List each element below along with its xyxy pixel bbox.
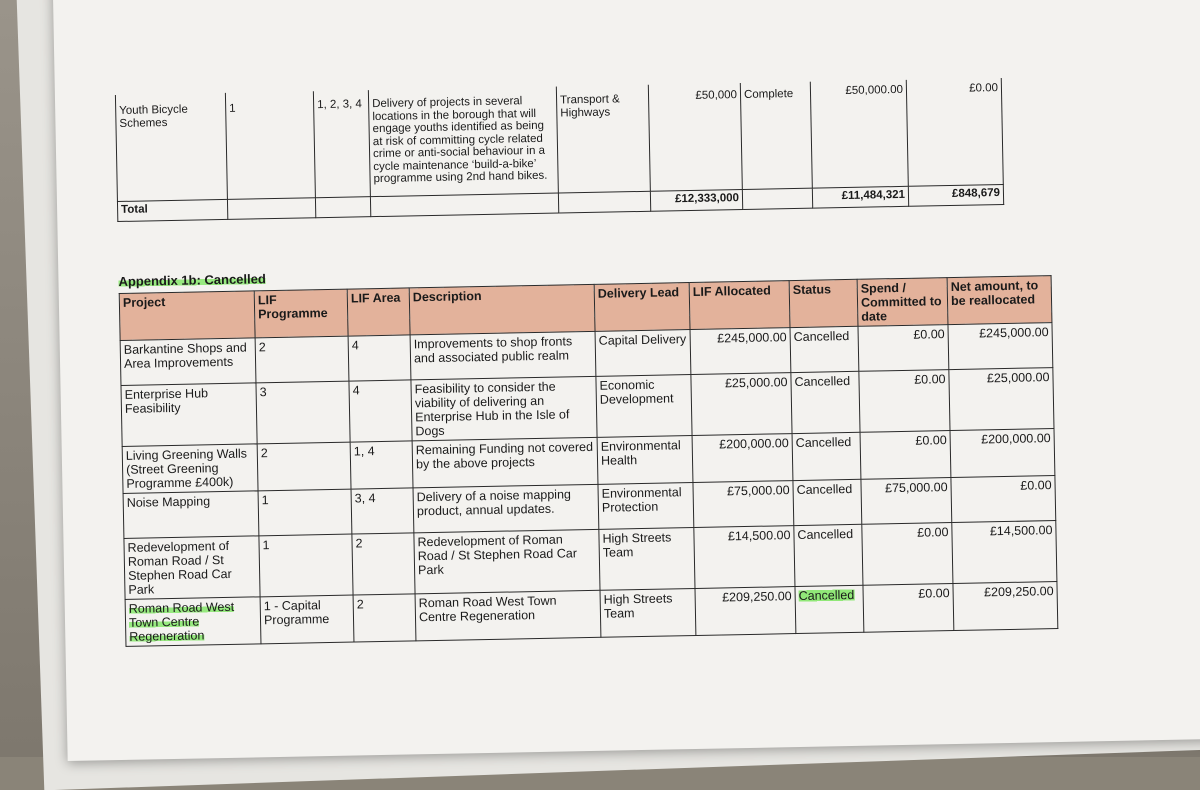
header-spend: Spend / Committed to date [857, 277, 948, 326]
programme-cell: 3 [256, 381, 350, 444]
document-content [115, 76, 1125, 647]
spend-cell: £0.00 [859, 369, 950, 432]
status-cell: Cancelled [794, 524, 863, 586]
spend-cell: £0.00 [862, 522, 953, 585]
net-cell: £200,000.00 [950, 428, 1055, 477]
lead-cell: Environmental Health [597, 435, 693, 484]
total-label: Total [117, 199, 227, 221]
area-cell: 4 [348, 334, 411, 380]
programme-cell: 1 [259, 534, 353, 597]
spend-cell: £75,000.00 [861, 477, 952, 524]
empty-cell [742, 188, 812, 209]
document-page [53, 0, 1200, 761]
empty-cell [227, 197, 315, 219]
project-cell: Barkantine Shops and Area Improvements [120, 337, 256, 385]
spend-cell: £0.00 [860, 430, 951, 479]
description-cell: Delivery of a noise mapping product, annual updates. [413, 484, 599, 533]
allocated-cell: £50,000 [648, 83, 742, 191]
total-spend: £11,484,321 [812, 186, 908, 208]
net-cell: £245,000.00 [948, 322, 1053, 369]
project-cell: Redevelopment of Roman Road / St Stephen Road Car Park [124, 535, 260, 599]
programme-cell: 1 [225, 91, 315, 199]
description-cell: Improvements to shop fronts and associated public realm [410, 331, 596, 380]
header-net: Net amount, to be reallocated [947, 275, 1052, 324]
lead-cell: Economic Development [596, 374, 692, 437]
spend-cell: £0.00 [858, 324, 949, 371]
description-cell: Redevelopment of Roman Road / St Stephen Road Car Park [414, 529, 600, 594]
net-cell: £0.00 [906, 78, 1003, 186]
total-allocated: £12,333,000 [650, 189, 742, 211]
description-cell: Roman Road West Town Centre Regeneration [415, 590, 601, 641]
allocated-cell: £14,500.00 [694, 525, 795, 588]
empty-cell [370, 193, 558, 217]
header-programme: LIF Programme [254, 289, 348, 338]
area-cell: 1, 4 [350, 440, 413, 488]
table-row [115, 78, 1003, 201]
allocated-cell: £245,000.00 [690, 327, 791, 374]
project-cell: Enterprise Hub Feasibility [121, 382, 257, 446]
status-cell: Complete [740, 82, 812, 189]
header-area: LIF Area [347, 287, 410, 335]
allocated-cell: £25,000.00 [691, 372, 792, 435]
lead-cell: High Streets Team [599, 527, 695, 590]
net-cell: £25,000.00 [949, 367, 1054, 430]
description-cell: Remaining Funding not covered by the above projects [412, 437, 598, 488]
description-cell: Feasibility to consider the viability of delivering an Enterprise Hub in the Isle of Dogs [411, 376, 597, 441]
area-cell: 3, 4 [351, 487, 414, 533]
status-cell: Cancelled [790, 326, 859, 372]
net-cell: £0.00 [951, 475, 1056, 522]
highlighted-project: Roman Road West Town Centre Regeneration [128, 599, 235, 644]
header-description: Description [409, 284, 595, 335]
area-cell: 2 [353, 593, 416, 641]
spend-cell: £50,000.00 [810, 80, 908, 188]
empty-cell [558, 191, 650, 213]
area-cell: 2 [352, 532, 415, 594]
project-cell: Noise Mapping [123, 490, 259, 538]
lead-cell: Capital Delivery [595, 329, 691, 376]
allocated-cell: £209,250.00 [695, 586, 796, 635]
net-cell: £209,250.00 [953, 581, 1058, 630]
lead-cell: Environmental Protection [598, 482, 694, 529]
lead-cell: Transport & Highways [556, 85, 650, 193]
projects-table-continued [115, 78, 1004, 222]
programme-cell: 1 - Capital Programme [260, 595, 354, 644]
highlighted-status: Cancelled [798, 587, 855, 603]
total-net: £848,679 [908, 184, 1003, 206]
project-cell: Youth Bicycle Schemes [115, 93, 227, 201]
allocated-cell: £200,000.00 [692, 433, 793, 482]
empty-cell [315, 196, 370, 217]
header-status: Status [789, 279, 858, 327]
status-cell [795, 585, 864, 633]
status-cell: Cancelled [793, 479, 862, 525]
cancelled-projects-table [119, 275, 1059, 647]
net-cell: £14,500.00 [952, 520, 1057, 583]
lead-cell: High Streets Team [600, 588, 696, 637]
area-cell: 4 [349, 379, 412, 441]
programme-cell: 1 [258, 489, 352, 536]
appendix-title: Appendix 1b: Cancelled [118, 270, 266, 289]
programme-cell: 2 [255, 336, 349, 383]
project-cell [125, 596, 261, 646]
header-lead: Delivery Lead [594, 282, 690, 331]
programme-cell: 2 [257, 442, 351, 491]
status-cell: Cancelled [792, 432, 861, 480]
spend-cell: £0.00 [863, 583, 954, 632]
allocated-cell: £75,000.00 [693, 480, 794, 527]
description-cell: Delivery of projects in several locations in the borough that will engage youths identified as being at risk of committing cycle related crime or anti-social behaviour in a cycle maintenance ‘build-a-bike’ programme using 2nd hand bikes. [368, 87, 558, 197]
header-allocated: LIF Allocated [689, 280, 790, 329]
area-cell: 1, 2, 3, 4 [313, 90, 370, 197]
status-cell: Cancelled [791, 371, 860, 433]
header-project: Project [119, 290, 255, 340]
project-cell: Living Greening Walls (Street Greening Programme £400k) [122, 443, 258, 493]
